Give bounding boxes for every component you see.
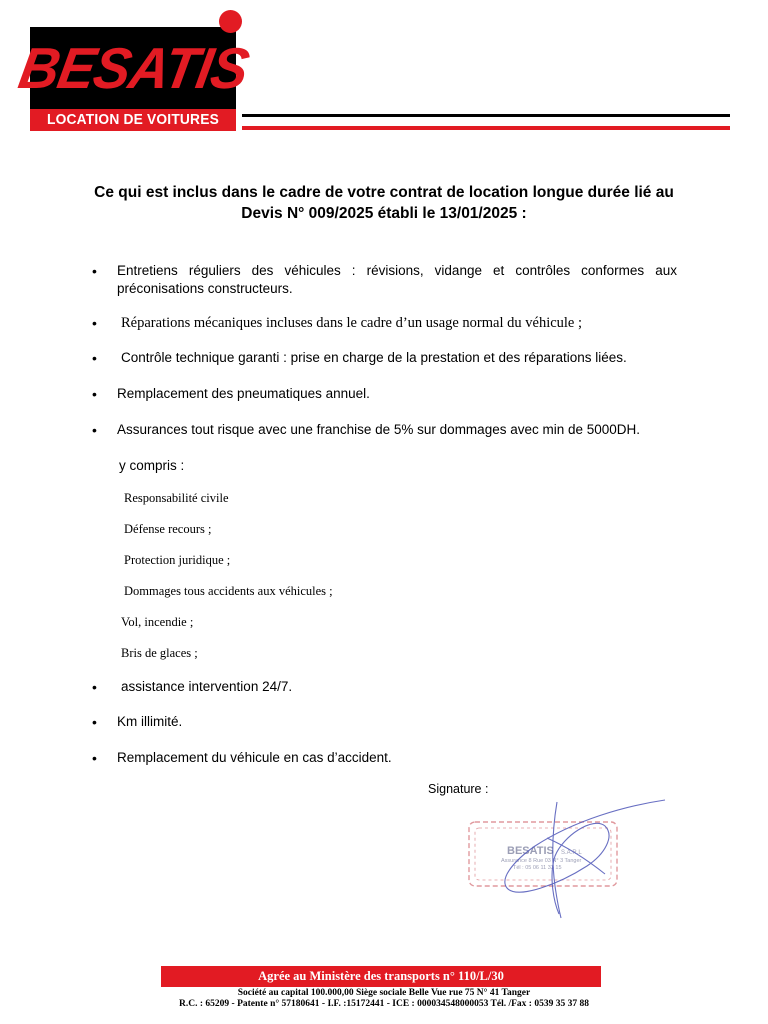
coverage-item: Dommages tous accidents aux véhicules ; xyxy=(124,584,333,598)
list-item-text: Assurances tout risque avec une franchise de 5% sur dommages avec min de 5000DH. xyxy=(117,422,641,437)
bullet-icon: • xyxy=(92,263,97,279)
list-item-text: assistance intervention 24/7. xyxy=(121,679,293,694)
company-stamp xyxy=(455,796,670,921)
bullet-icon: • xyxy=(92,679,97,695)
list-item-text: Km illimité. xyxy=(117,714,183,729)
coverage-item: Défense recours ; xyxy=(124,522,212,536)
logo-dot xyxy=(219,10,242,33)
bullet-icon: • xyxy=(92,315,97,331)
stamp-signature-graphic xyxy=(455,796,670,921)
bullet-icon: • xyxy=(92,422,97,438)
logo-name: BESATIS xyxy=(14,35,254,101)
list-item-text: Entretiens réguliers des véhicules : révisions, vidange et contrôles conformes aux xyxy=(117,263,677,278)
list-item-text: Contrôle technique garanti : prise en charge de la prestation et des réparations liées. xyxy=(121,350,627,365)
bullet-icon: • xyxy=(92,350,97,366)
list-item-text: Remplacement du véhicule en cas d’accident. xyxy=(117,750,392,765)
footer-company-info: Société au capital 100.000,00 Siège sociale Belle Vue rue 75 N° 41 Tanger xyxy=(237,988,531,998)
title-line-2: Devis N° 009/2025 établi le 13/01/2025 : xyxy=(241,205,527,222)
coverage-item: Responsabilité civile xyxy=(124,491,229,505)
footer-registration-info: R.C. : 65209 - Patente n° 57180641 - I.F. :15172441 - ICE : 000034548000053 Tél. /Fax : 0539 35 37 88 xyxy=(179,999,589,1009)
document-title xyxy=(60,182,708,224)
signature-label: Signature : xyxy=(428,782,489,796)
included-label: y compris : xyxy=(119,458,185,473)
list-item-text-continued: préconisations constructeurs. xyxy=(117,281,293,296)
stamp-name: BESATIS xyxy=(507,845,554,857)
coverage-item: Protection juridique ; xyxy=(124,553,231,567)
company-logo xyxy=(14,10,254,132)
bullet-icon: • xyxy=(92,714,97,730)
footer-banner-text: Agrée au Ministère des transports n° 110/L/30 xyxy=(258,969,504,983)
coverage-item: Vol, incendie ; xyxy=(121,615,194,629)
stamp-phone: Tél : 05 06 11 33 15 xyxy=(513,865,562,871)
logo-subtitle: LOCATION DE VOITURES xyxy=(47,112,219,128)
stamp-address: Assurance 8 Rue 03 N° 3 Tanger xyxy=(501,858,582,864)
list-item-text: Réparations mécaniques incluses dans le cadre d’un usage normal du véhicule ; xyxy=(121,315,583,331)
stamp-suffix: S.A.R.L xyxy=(561,850,582,856)
header-rule-red xyxy=(242,126,730,130)
bullet-icon: • xyxy=(92,750,97,766)
coverage-item: Bris de glaces ; xyxy=(121,646,198,660)
title-line-1: Ce qui est inclus dans le cadre de votre contrat de location longue durée lié au xyxy=(94,184,674,201)
list-item-text: Remplacement des pneumatiques annuel. xyxy=(117,386,370,401)
bullet-icon: • xyxy=(92,386,97,402)
header-rule-black xyxy=(242,114,730,117)
